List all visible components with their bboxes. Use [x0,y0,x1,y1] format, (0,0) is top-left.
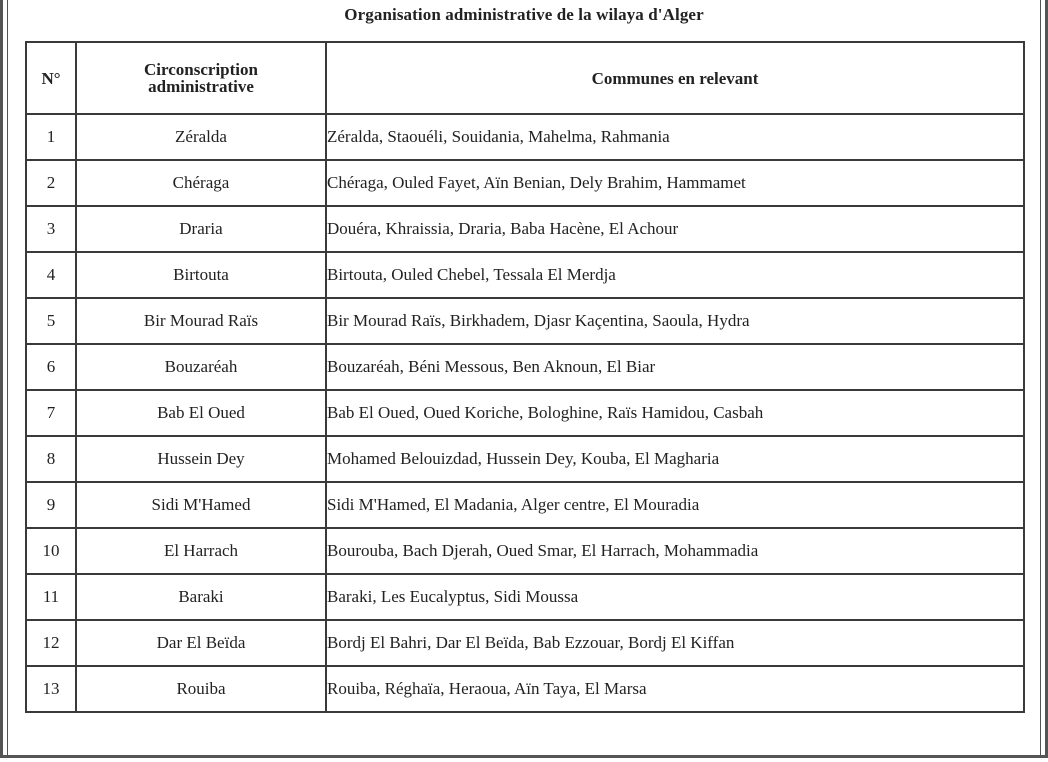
table-row [26,620,1024,666]
row-communes: Mohamed Belouizdad, Hussein Dey, Kouba, El Magharia [326,436,1024,482]
row-circonscription: Hussein Dey [76,436,326,482]
row-number: 11 [26,574,76,620]
row-communes: Bir Mourad Raïs, Birkhadem, Djasr Kaçentina, Saoula, Hydra [326,298,1024,344]
row-communes: Baraki, Les Eucalyptus, Sidi Moussa [326,574,1024,620]
row-circonscription: Bouzaréah [76,344,326,390]
row-circonscription: Birtouta [76,252,326,298]
row-number: 7 [26,390,76,436]
row-number: 13 [26,666,76,712]
header-circonscription-line2: administrative [148,77,254,96]
row-number: 6 [26,344,76,390]
row-circonscription: Zéralda [76,114,326,160]
row-communes: Birtouta, Ouled Chebel, Tessala El Merdja [326,252,1024,298]
row-communes: Douéra, Khraissia, Draria, Baba Hacène, El Achour [326,206,1024,252]
row-number: 9 [26,482,76,528]
row-communes: Bouzaréah, Béni Messous, Ben Aknoun, El Biar [326,344,1024,390]
header-circonscription [76,42,326,114]
row-number: 5 [26,298,76,344]
row-communes: Bab El Oued, Oued Koriche, Bologhine, Raïs Hamidou, Casbah [326,390,1024,436]
row-communes: Bordj El Bahri, Dar El Beïda, Bab Ezzouar, Bordj El Kiffan [326,620,1024,666]
row-circonscription: Draria [76,206,326,252]
row-communes: Sidi M'Hamed, El Madania, Alger centre, El Mouradia [326,482,1024,528]
row-circonscription: Baraki [76,574,326,620]
header-circonscription-line1: Circonscription [144,60,258,79]
header-communes: Communes en relevant [326,42,1024,114]
row-communes: Bourouba, Bach Djerah, Oued Smar, El Harrach, Mohammadia [326,528,1024,574]
row-communes: Zéralda, Staouéli, Souidania, Mahelma, Rahmania [326,114,1024,160]
row-number: 2 [26,160,76,206]
row-number: 3 [26,206,76,252]
table-row [26,252,1024,298]
row-number: 8 [26,436,76,482]
row-circonscription: Chéraga [76,160,326,206]
row-communes: Rouiba, Réghaïa, Heraoua, Aïn Taya, El Marsa [326,666,1024,712]
row-circonscription: Bab El Oued [76,390,326,436]
table-row [26,482,1024,528]
table-row [26,528,1024,574]
row-circonscription: Dar El Beïda [76,620,326,666]
table-row [26,390,1024,436]
row-circonscription: Sidi M'Hamed [76,482,326,528]
row-number: 4 [26,252,76,298]
table-row [26,574,1024,620]
table-row [26,114,1024,160]
row-circonscription: El Harrach [76,528,326,574]
table-header-row [26,42,1024,114]
row-circonscription: Rouiba [76,666,326,712]
administrative-organisation-table [25,41,1025,713]
row-number: 1 [26,114,76,160]
document-title: Organisation administrative de la wilaya d'Alger [344,5,704,24]
table-row [26,206,1024,252]
row-number: 12 [26,620,76,666]
row-communes: Chéraga, Ouled Fayet, Aïn Benian, Dely Brahim, Hammamet [326,160,1024,206]
header-number: N° [26,42,76,114]
table-row [26,436,1024,482]
row-number: 10 [26,528,76,574]
table-row [26,298,1024,344]
table-row [26,160,1024,206]
row-circonscription: Bir Mourad Raïs [76,298,326,344]
table-row [26,666,1024,712]
table-row [26,344,1024,390]
